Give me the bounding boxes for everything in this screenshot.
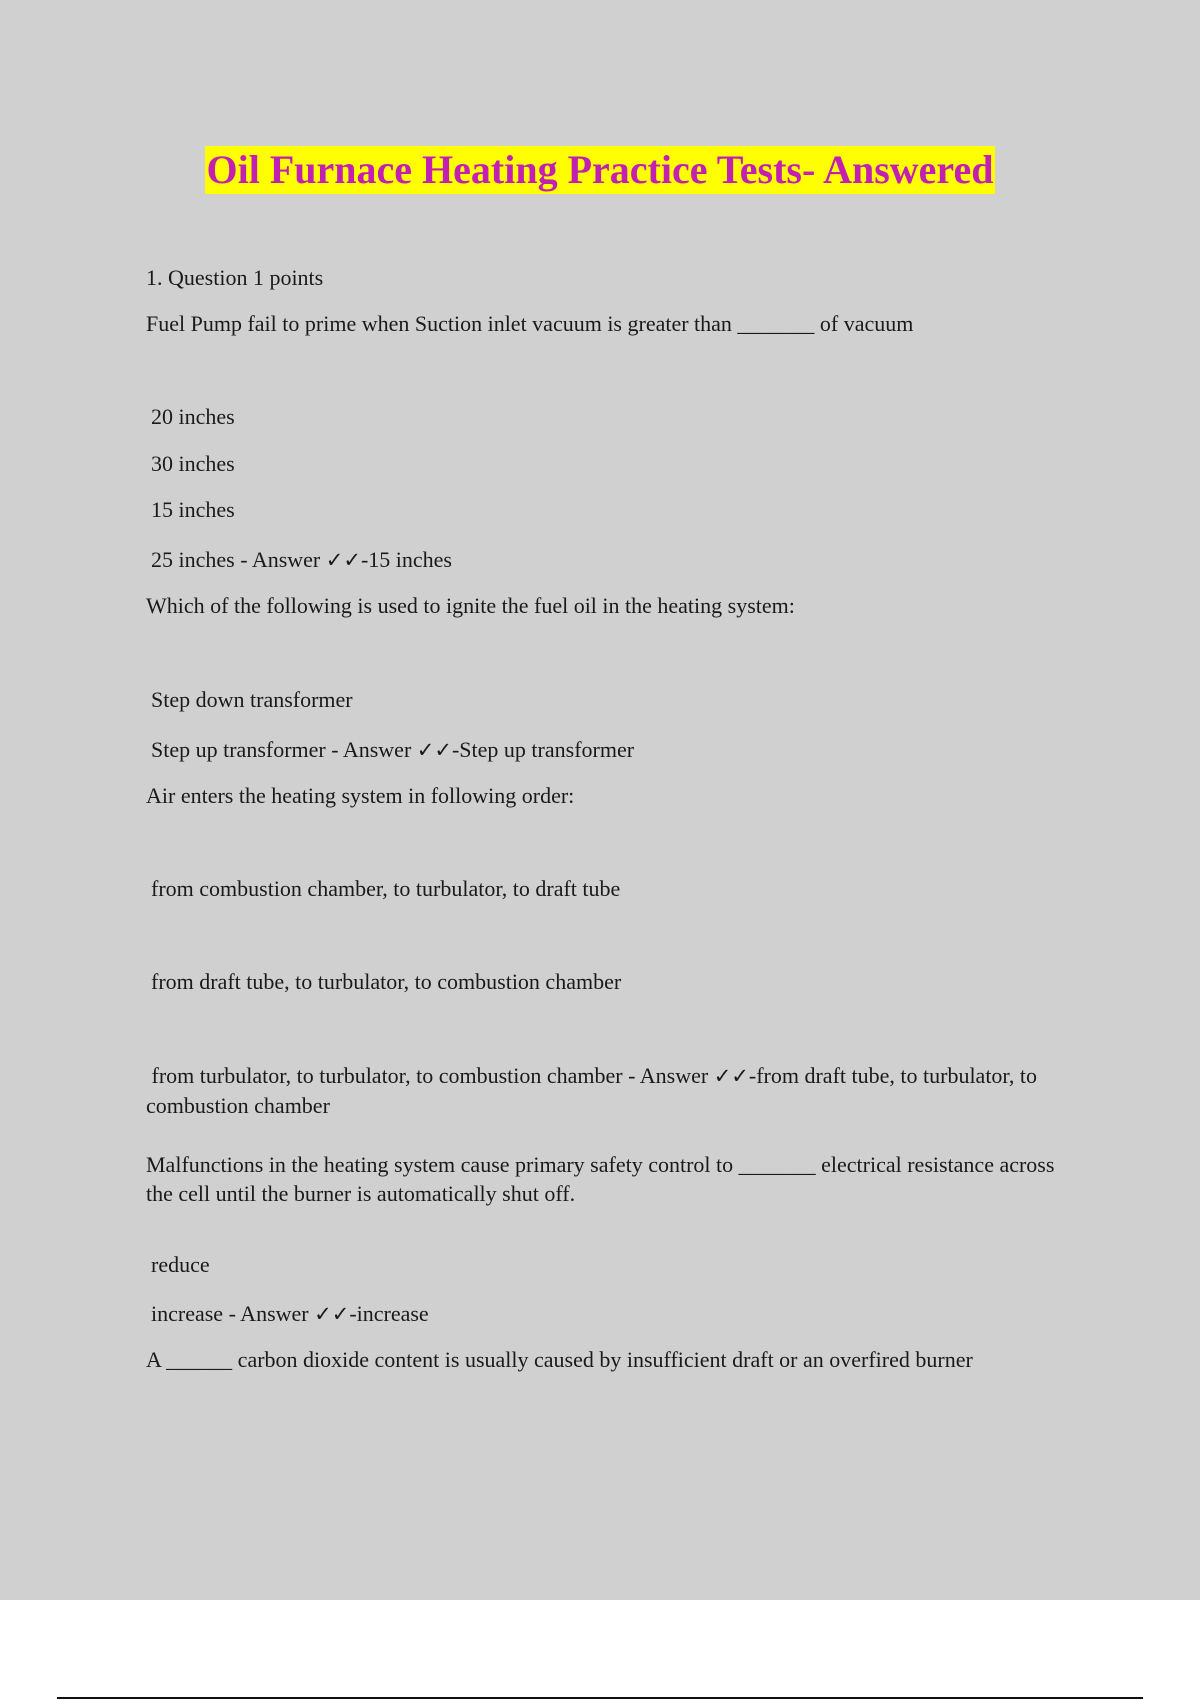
question-4-option-1: reduce (151, 1252, 210, 1277)
checkmark-icon: ✓✓ (713, 1064, 749, 1088)
question-3-answer: -from draft tube, to turbulator, to combustion chamber (146, 1063, 1037, 1118)
question-1-option-1: 20 inches (151, 404, 235, 429)
question-1-prompt: Fuel Pump fail to prime when Suction inlet vacuum is greater than _______ of vacuum (146, 311, 914, 336)
title-container (0, 146, 1200, 194)
question-4-answer: -increase (349, 1301, 429, 1326)
answer-prefix: - Answer (240, 547, 321, 572)
question-3-prompt: Air enters the heating system in following order: (146, 783, 575, 808)
question-2-option-2-with-answer (151, 736, 634, 764)
question-3-option-2: from draft tube, to turbulator, to combustion chamber (151, 969, 622, 994)
question-4-option-2-with-answer (151, 1300, 429, 1328)
checkmark-icon: ✓✓ (416, 738, 452, 762)
question-2-prompt: Which of the following is used to ignite the fuel oil in the heating system: (146, 593, 795, 618)
question-1-option-2: 30 inches (151, 451, 235, 476)
question-4-prompt: Malfunctions in the heating system cause primary safety control to _______ electrical resistance across the cell until the burner is automatically shut off. (146, 1152, 1055, 1206)
question-1-option-4: 25 inches (151, 547, 235, 572)
question-5-prompt: A ______ carbon dioxide content is usually caused by insufficient draft or an overfired burner (146, 1347, 973, 1372)
question-header: 1. Question 1 points (146, 265, 324, 290)
question-4-option-2: increase (151, 1301, 224, 1326)
answer-prefix: - Answer (228, 1301, 309, 1326)
question-1-option-4-with-answer (151, 546, 452, 574)
checkmark-icon: ✓✓ (325, 548, 361, 572)
question-3-option-3: from turbulator, to turbulator, to combustion chamber (151, 1063, 623, 1088)
question-2-option-1: Step down transformer (151, 687, 353, 712)
question-2-answer: -Step up transformer (451, 737, 635, 762)
question-1-option-3: 15 inches (151, 497, 235, 522)
question-3-option-1: from combustion chamber, to turbulator, to draft tube (151, 876, 621, 901)
question-2-option-2: Step up transformer (151, 737, 326, 762)
checkmark-icon: ✓✓ (314, 1302, 350, 1326)
question-3-option-3-with-answer (146, 1061, 1086, 1120)
answer-prefix: - Answer (628, 1063, 709, 1088)
footer-divider (57, 1697, 1143, 1699)
answer-prefix: - Answer (331, 737, 412, 762)
page-title: Oil Furnace Heating Practice Tests- Answered (206, 147, 994, 192)
question-1-answer: -15 inches (360, 547, 452, 572)
